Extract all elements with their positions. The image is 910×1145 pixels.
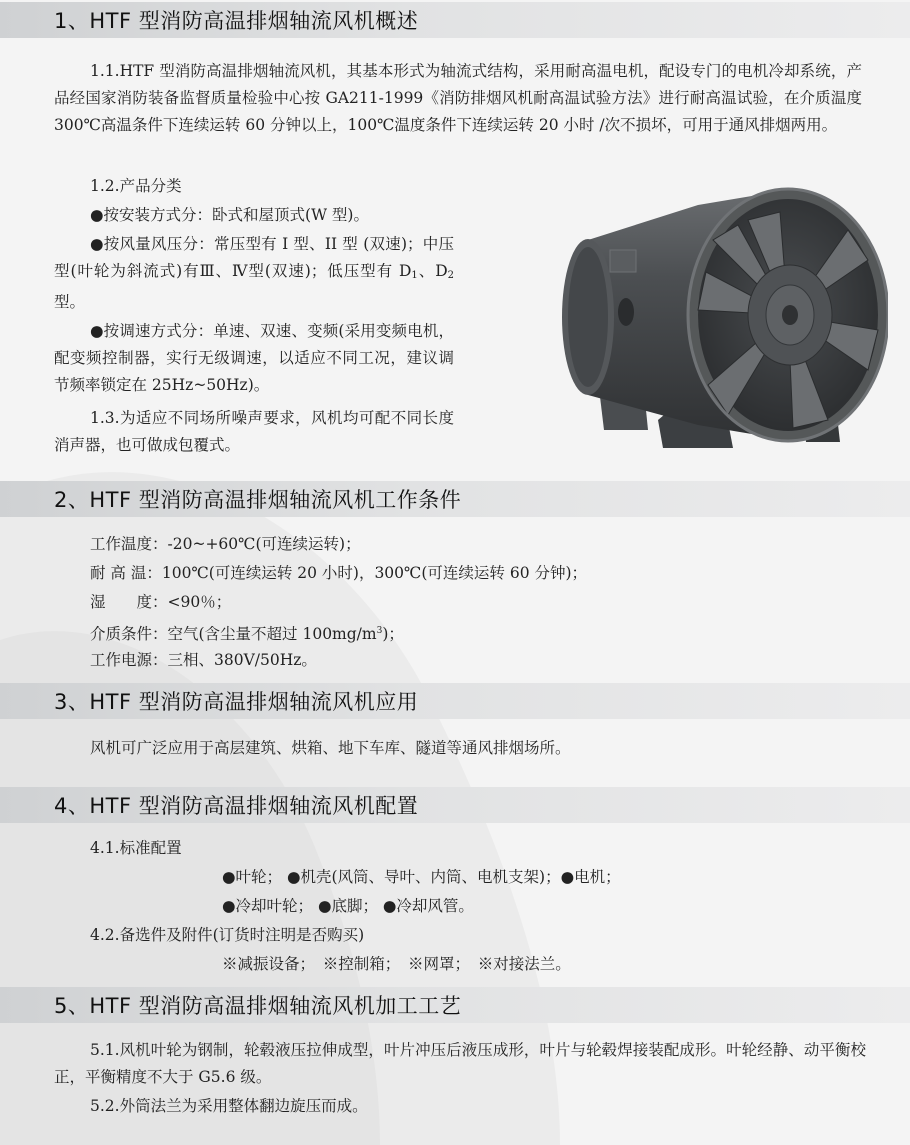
section-title: 3、HTF 型消防高温排烟轴流风机应用 — [54, 690, 419, 714]
section-header-overview — [0, 2, 910, 38]
flange-process-line: 5.2.外筒法兰为采用整体翻边旋压而成。 — [90, 1097, 368, 1115]
standard-config-title: 4.1.标准配置 — [90, 839, 182, 857]
optional-accessories-title: 4.2.备选件及附件(订货时注明是否购买) — [90, 926, 365, 944]
axial-fan-image — [548, 180, 888, 458]
condition-operating-temperature: 工作温度：-20~+60℃(可连续运转)； — [90, 535, 361, 553]
impeller-process-paragraph: 5.1.风机叶轮为钢制，轮毂液压拉伸成型，叶片冲压后液压成形，叶片与轮毂焊接装配成形。叶轮经静、动平衡校正，平衡精度不大于 G5.6 级。 — [54, 1041, 866, 1086]
section-title: 4、HTF 型消防高温排烟轴流风机配置 — [54, 794, 419, 818]
section-title: 5、HTF 型消防高温排烟轴流风机加工工艺 — [54, 994, 462, 1018]
section-header-working-conditions — [0, 481, 910, 517]
condition-power-supply: 工作电源：三相、380V/50Hz。 — [90, 651, 317, 669]
section-title: 1、HTF 型消防高温排烟轴流风机概述 — [54, 9, 419, 33]
section-header-configuration — [0, 787, 910, 823]
section-header-application — [0, 683, 910, 719]
application-text: 风机可广泛应用于高层建筑、烘箱、地下车库、隧道等通风排烟场所。 — [90, 739, 571, 757]
condition-medium: 介质条件：空气(含尘量不超过 $100mg/m^3$)； — [90, 625, 404, 644]
optional-accessories-line: ※减振设备； ※控制箱； ※网罩； ※对接法兰。 — [222, 955, 571, 973]
bullet-airflow-pressure: ●按风量风压分：常压型有 I 型、II 型 (双速)；中压型(叶轮为斜流式)有Ⅲ、Ⅳ型(双速)；低压型有 $D_1$、$D_2$ 型。 — [54, 235, 454, 311]
condition-humidity: 湿 度：<90％； — [90, 593, 232, 611]
section-header-processing — [0, 987, 910, 1023]
bullet-installation: ●按安装方式分：卧式和屋顶式(W 型)。 — [90, 206, 369, 224]
standard-config-line-2: ●冷却叶轮； ●底脚； ●冷却风管。 — [222, 897, 474, 915]
standard-config-line-1: ●叶轮； ●机壳(风筒、导叶、内筒、电机支架)；●电机； — [222, 868, 621, 886]
classification-title: 1.2.产品分类 — [90, 177, 182, 195]
section-title: 2、HTF 型消防高温排烟轴流风机工作条件 — [54, 488, 462, 512]
silencer-note: 1.3.为适应不同场所噪声要求，风机均可配不同长度消声器，也可做成包覆式。 — [54, 409, 454, 454]
condition-high-temperature: 耐 高 温：100℃(可连续运转 20 小时)，300℃(可连续运转 60 分钟)； — [90, 564, 588, 582]
overview-paragraph: 1.1.HTF 型消防高温排烟轴流风机，其基本形式为轴流式结构，采用耐高温电机，配设专门的电机冷却系统，产品经国家消防装备监督质量检验中心按 GA211-1999《消防排烟风机耐高温试验方法》进行耐高温试验，在介质温度 300℃高温条件下连续运转 60 分钟以上，100℃温度条件下连续运转 20 小时 /次不损坏，可用于通风排烟两用。 — [54, 62, 862, 134]
bullet-speed-control: ●按调速方式分：单速、双速、变频(采用变频电机，配变频控制器，实行无级调速，以适应不同工况，建议调节频率锁定在 25Hz~50Hz)。 — [54, 322, 454, 394]
